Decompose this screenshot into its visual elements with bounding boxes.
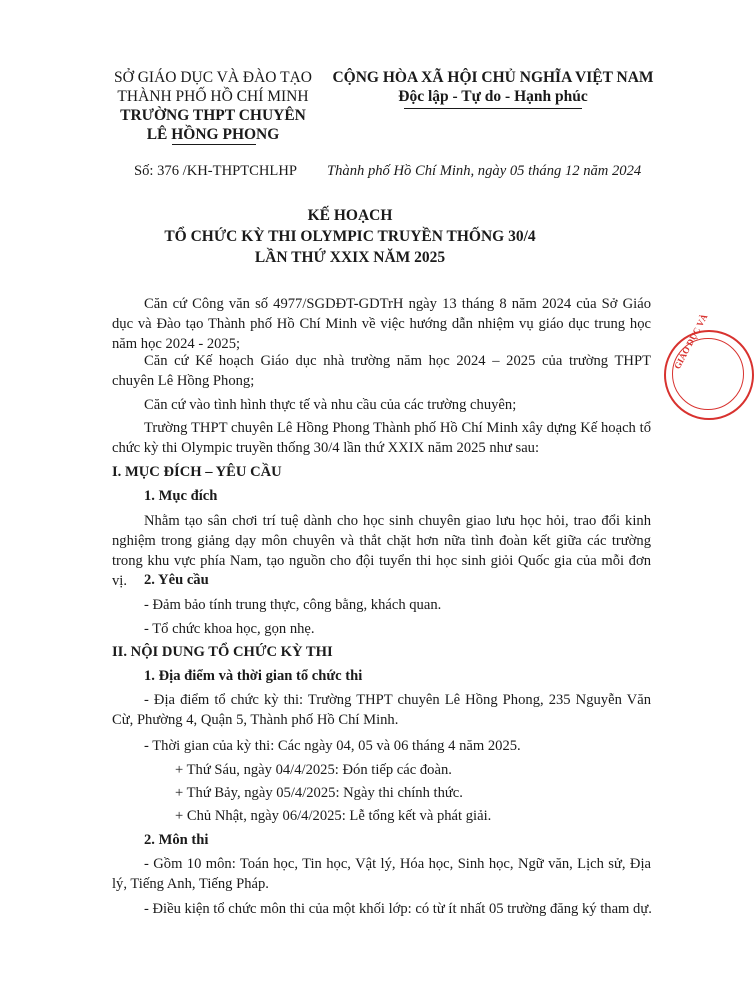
document-title (80, 205, 620, 268)
section-2-sub-2: 2. Môn thi (144, 832, 209, 848)
exam-time: - Thời gian của kỳ thi: Các ngày 04, 05 và 06 tháng 4 năm 2025. (144, 738, 521, 754)
schedule-day-1: + Thứ Sáu, ngày 04/4/2025: Đón tiếp các đoàn. (175, 762, 452, 778)
place-date: Thành phố Hồ Chí Minh, ngày 05 tháng 12 năm 2024 (327, 163, 642, 179)
section-1-heading: I. MỤC ĐÍCH – YÊU CẦU (112, 464, 282, 480)
issuer-city: THÀNH PHỐ HỒ CHÍ MINH (117, 88, 309, 105)
section-1-sub-1: 1. Mục đích (144, 488, 218, 504)
national-motto: Độc lập - Tự do - Hạnh phúc (398, 88, 588, 105)
motto-underline (404, 108, 582, 109)
title-line-2: TỔ CHỨC KỲ THI OLYMPIC TRUYỀN THỐNG 30/4 (164, 228, 536, 245)
national-heading (328, 68, 658, 106)
schedule-day-3: + Chủ Nhật, ngày 06/4/2025: Lễ tổng kết và phát giải. (175, 808, 492, 824)
schedule-day-2: + Thứ Bảy, ngày 05/4/2025: Ngày thi chính thức. (175, 785, 463, 801)
section-2-heading: II. NỘI DUNG TỔ CHỨC KỲ THI (112, 644, 333, 660)
section-1-sub-2: 2. Yêu cầu (144, 572, 209, 588)
issuer-school: TRƯỜNG THPT CHUYÊN (120, 107, 306, 124)
requirement-2: - Tổ chức khoa học, gọn nhẹ. (144, 621, 315, 637)
document-number: Số: 376 /KH-THPTCHLHP (134, 163, 297, 179)
paragraph-legal-basis-2: Căn cứ Kế hoạch Giáo dục nhà trường năm học 2024 – 2025 của trường THPT chuyên Lê Hồng Phong; (112, 353, 651, 389)
national-title: CỘNG HÒA XÃ HỘI CHỦ NGHĨA VIỆT NAM (332, 69, 654, 86)
paragraph-legal-basis-3: Căn cứ vào tình hình thực tế và nhu cầu của các trường chuyên; (144, 397, 517, 413)
section-2-sub-1: 1. Địa điểm và thời gian tổ chức thi (144, 668, 363, 684)
issuer-school-name: LÊ HỒNG PHONG (146, 126, 280, 143)
requirement-1: - Đảm bảo tính trung thực, công bằng, khách quan. (144, 597, 442, 613)
exam-condition: - Điều kiện tổ chức môn thi của một khối lớp: có từ ít nhất 05 trường đăng ký tham dự. (144, 901, 652, 917)
title-line-1: KẾ HOẠCH (307, 207, 393, 224)
official-stamp (664, 312, 754, 420)
paragraph-intro: Trường THPT chuyên Lê Hồng Phong Thành phố Hồ Chí Minh xây dựng Kế hoạch tổ chức kỳ thi Olympic truyền thống 30/4 lần thứ XXIX năm 2025 như sau: (112, 420, 651, 456)
issuer-department: SỞ GIÁO DỤC VÀ ĐÀO TẠO (114, 69, 312, 86)
issuer-underline (172, 144, 256, 145)
purpose-text: Nhằm tạo sân chơi trí tuệ dành cho học sinh chuyên giao lưu học hỏi, trao đổi kinh nghiệm trong giảng dạy môn chuyên và thắt chặt hơn nữa tình đoàn kết giữa các trường trong khu vực phía Nam, tạo nguồn cho đội tuyển thi học sinh giỏi Quốc gia của mỗi đơn vị. (112, 513, 651, 589)
exam-location: - Địa điểm tổ chức kỳ thi: Trường THPT chuyên Lê Hồng Phong, 235 Nguyễn Văn Cừ, Phường 4, Quận 5, Thành phố Hồ Chí Minh. (112, 692, 651, 728)
paragraph-legal-basis-1: Căn cứ Công văn số 4977/SGDĐT-GDTrH ngày 13 tháng 8 năm 2024 của Sở Giáo dục và Đào tạo Thành phố Hồ Chí Minh về việc hướng dẫn nhiệm vụ giáo dục trung học năm học 2024 - 2025; (112, 296, 651, 352)
issuer-block (105, 68, 321, 144)
exam-subjects: - Gồm 10 môn: Toán học, Tin học, Vật lý, Hóa học, Sinh học, Ngữ văn, Lịch sử, Địa lý, Tiếng Anh, Tiếng Pháp. (112, 856, 651, 892)
title-line-3: LẦN THỨ XXIX NĂM 2025 (254, 249, 446, 266)
stamp-text: GIÁO DỤC VÀ (672, 312, 710, 371)
